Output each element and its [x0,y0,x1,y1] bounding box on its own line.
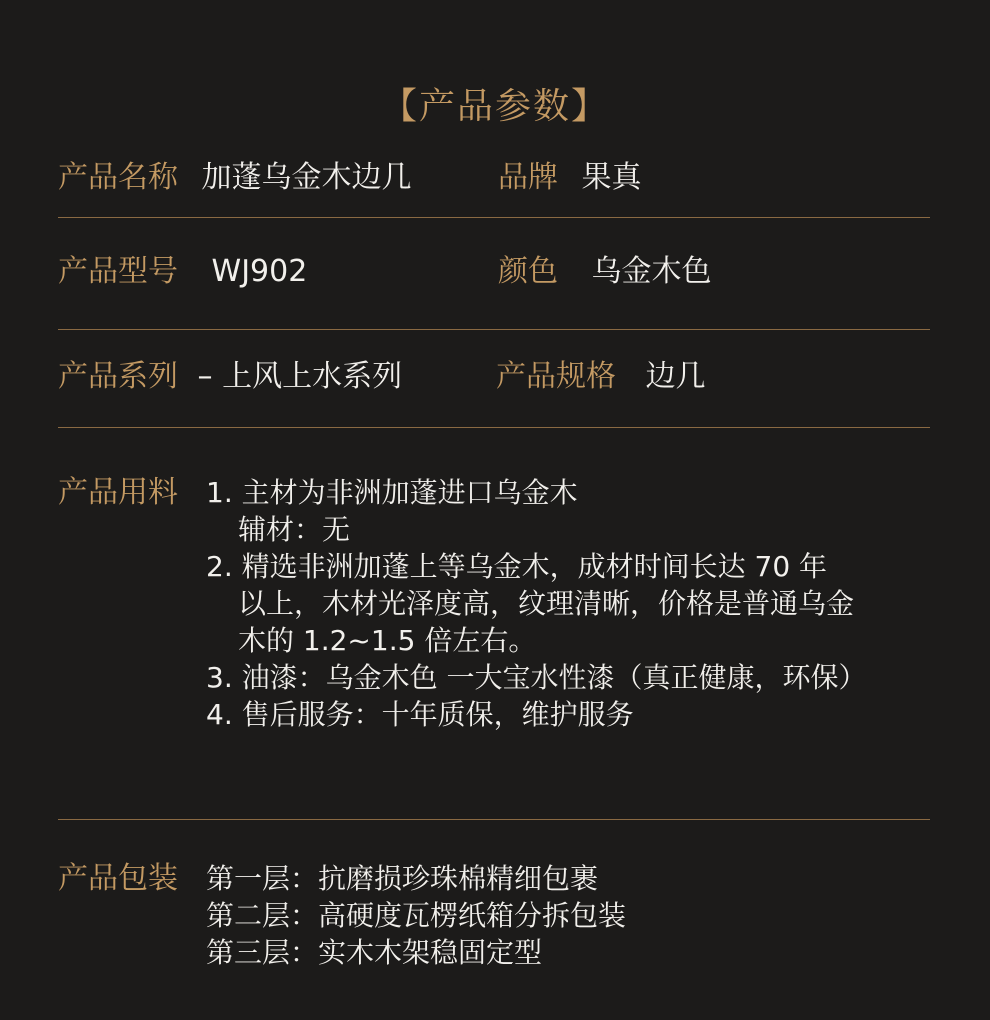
material-line: 辅材：无 [238,513,351,546]
param-brand-label: 品牌 [498,160,558,195]
material-line: 4. 售后服务：十年质保，维护服务 [206,698,634,731]
material-line: 3. 油漆：乌金木色 一大宝水性漆（真正健康，环保） [206,661,867,694]
param-series-row [58,357,402,397]
divider [58,217,930,218]
param-color-row [498,252,712,292]
packaging-line: 第一层：抗磨损珍珠棉精细包裹 [206,862,599,895]
param-spec-label: 产品规格 [496,359,616,394]
packaging-line: 第二层：高硬度瓦楞纸箱分拆包装 [206,899,627,932]
param-name-label: 产品名称 [58,160,178,195]
divider [58,819,930,820]
material-line: 以上，木材光泽度高，纹理清晰，价格是普通乌金 [238,587,855,620]
param-series-value: – 上风上水系列 [197,359,403,394]
param-series-label: 产品系列 [58,359,178,394]
material-line: 1. 主材为非洲加蓬进口乌金木 [206,476,578,509]
param-brand-row [498,158,642,198]
packaging-line: 第三层：实木木架稳固定型 [206,936,543,969]
param-color-value: 乌金木色 [591,254,712,289]
param-spec-row [496,357,706,397]
packaging-label [58,860,178,897]
material-line: 木的 1.2~1.5 倍左右。 [238,624,537,657]
param-name-row [58,158,412,198]
param-model-label: 产品型号 [58,254,178,289]
divider [58,427,930,428]
material-line: 2. 精选非洲加蓬上等乌金木，成材时间长达 70 年 [206,550,828,583]
param-model-value: WJ902 [211,254,308,289]
material-list [206,474,867,733]
section-title: 【产品参数】 [380,86,609,127]
param-name-value: 加蓬乌金木边几 [201,160,412,195]
material-label [58,474,178,511]
packaging-list [206,860,626,971]
packaging-label-text: 产品包装 [58,861,178,896]
material-label-text: 产品用料 [58,475,178,510]
divider [58,329,930,330]
param-brand-value: 果真 [581,160,642,195]
param-spec-value: 边几 [645,359,706,394]
param-model-row [58,252,307,292]
param-color-label: 颜色 [498,254,558,289]
